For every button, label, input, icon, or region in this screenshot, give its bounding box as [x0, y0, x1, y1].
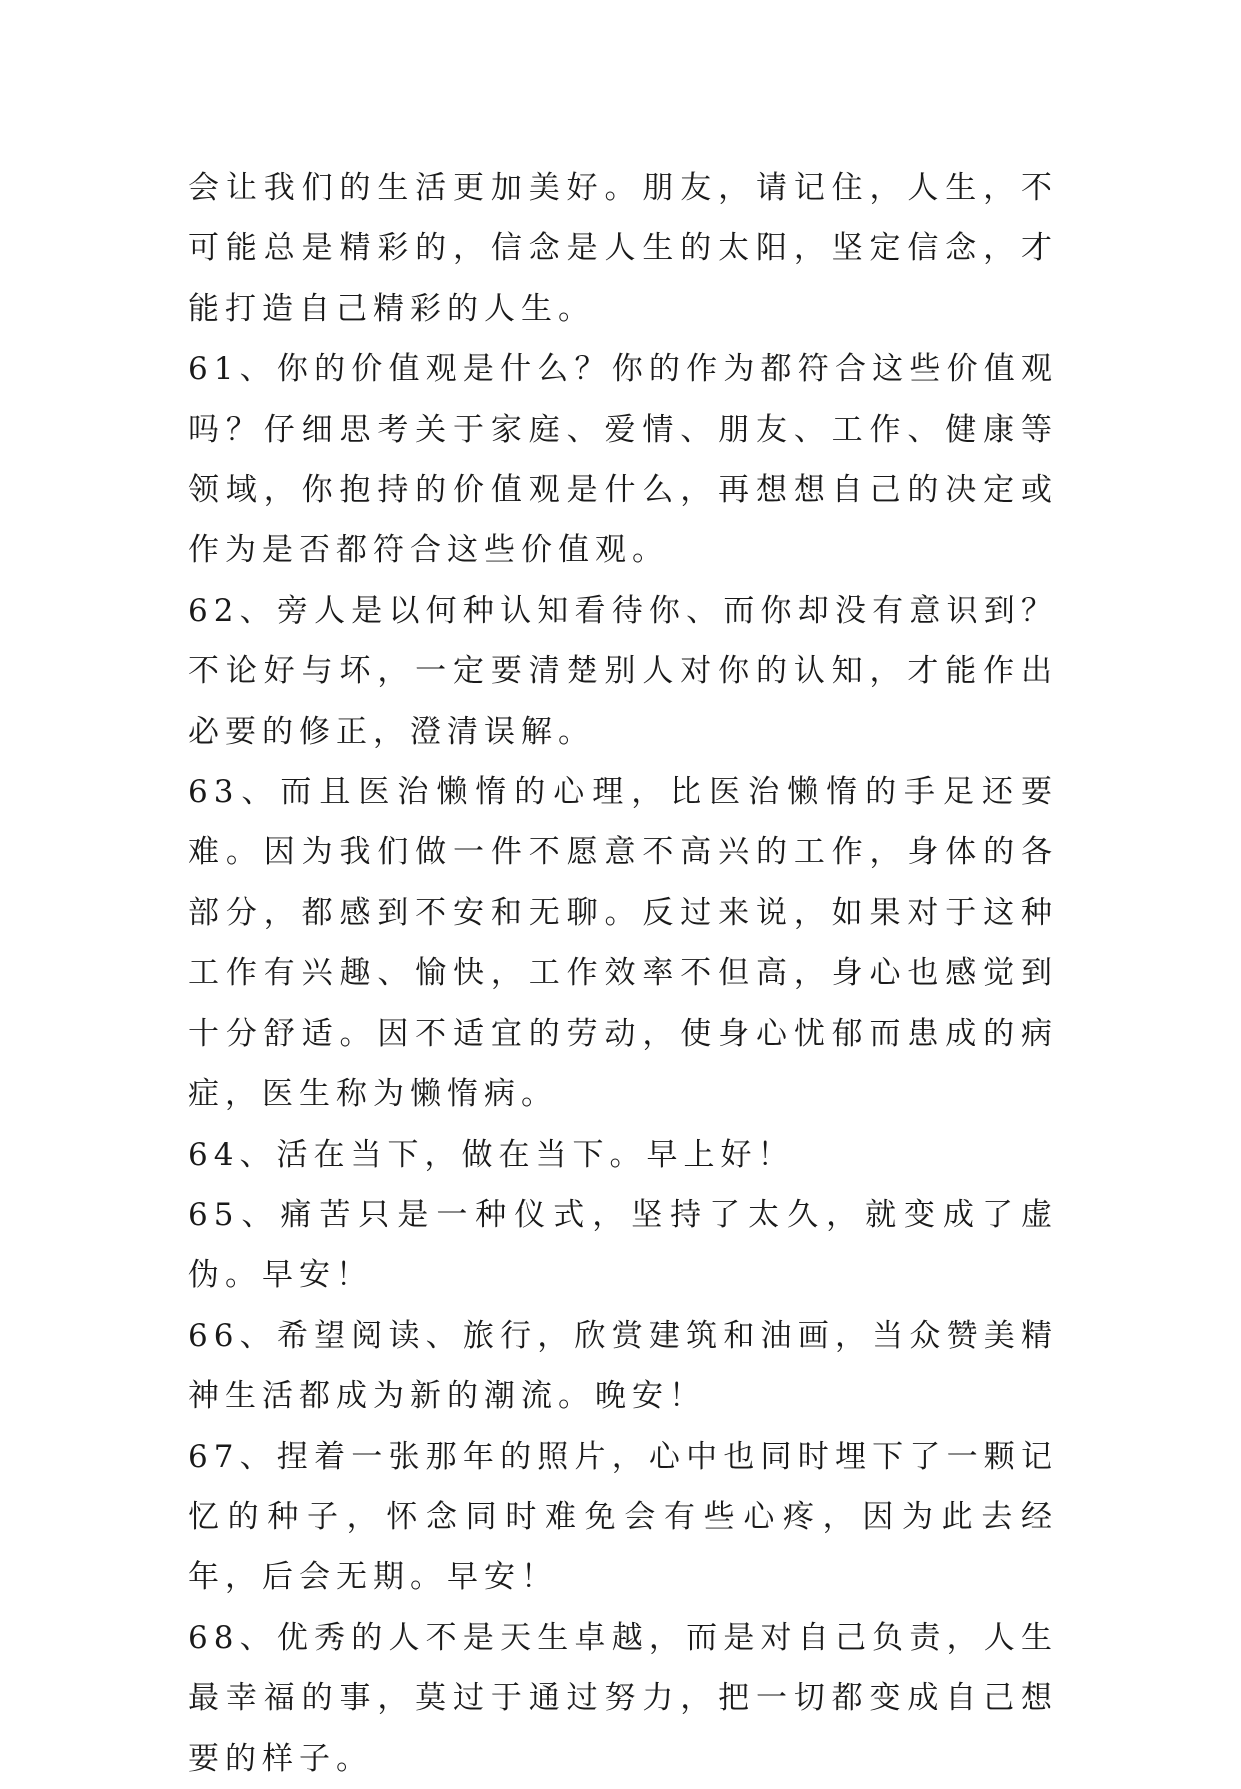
paragraph-61: 61、你的价值观是什么？你的作为都符合这些价值观吗？仔细思考关于家庭、爱情、朋友、工作、健康等领域，你抱持的价值观是什么，再想想自己的决定或作为是否都符合这些价值观。: [188, 351, 1058, 569]
paragraph-68: 68、优秀的人不是天生卓越，而是对自己负责，人生最幸福的事，莫过于通过努力，把一切都变成自己想要的样子。: [188, 1619, 1058, 1777]
document-body: [188, 158, 1058, 1789]
paragraph-66: 66、希望阅读、旅行，欣赏建筑和油画，当众赞美精神生活都成为新的潮流。晚安！: [188, 1317, 1058, 1415]
paragraph-62: 62、旁人是以何种认知看待你、而你却没有意识到？不论好与坏，一定要清楚别人对你的认知，才能作出必要的修正，澄清误解。: [188, 592, 1058, 750]
paragraph-63: 63、而且医治懒惰的心理，比医治懒惰的手足还要难。因为我们做一件不愿意不高兴的工作，身体的各部分，都感到不安和无聊。反过来说，如果对于这种工作有兴趣、愉快，工作效率不但高，身心也感觉到十分舒适。因不适宜的劳动，使身心忧郁而患成的病症，医生称为懒惰病。: [188, 774, 1058, 1113]
paragraph-64: 64、活在当下，做在当下。早上好！: [188, 1136, 795, 1173]
paragraph-continued: 会让我们的生活更加美好。朋友，请记住，人生，不可能总是精彩的，信念是人生的太阳，坚定信念，才能打造自己精彩的人生。: [188, 170, 1058, 327]
paragraph-67: 67、捏着一张那年的照片，心中也同时埋下了一颗记忆的种子，怀念同时难免会有些心疼，因为此去经年，后会无期。早安！: [188, 1438, 1058, 1596]
paragraph-65: 65、痛苦只是一种仪式，坚持了太久，就变成了虚伪。早安！: [188, 1196, 1058, 1294]
